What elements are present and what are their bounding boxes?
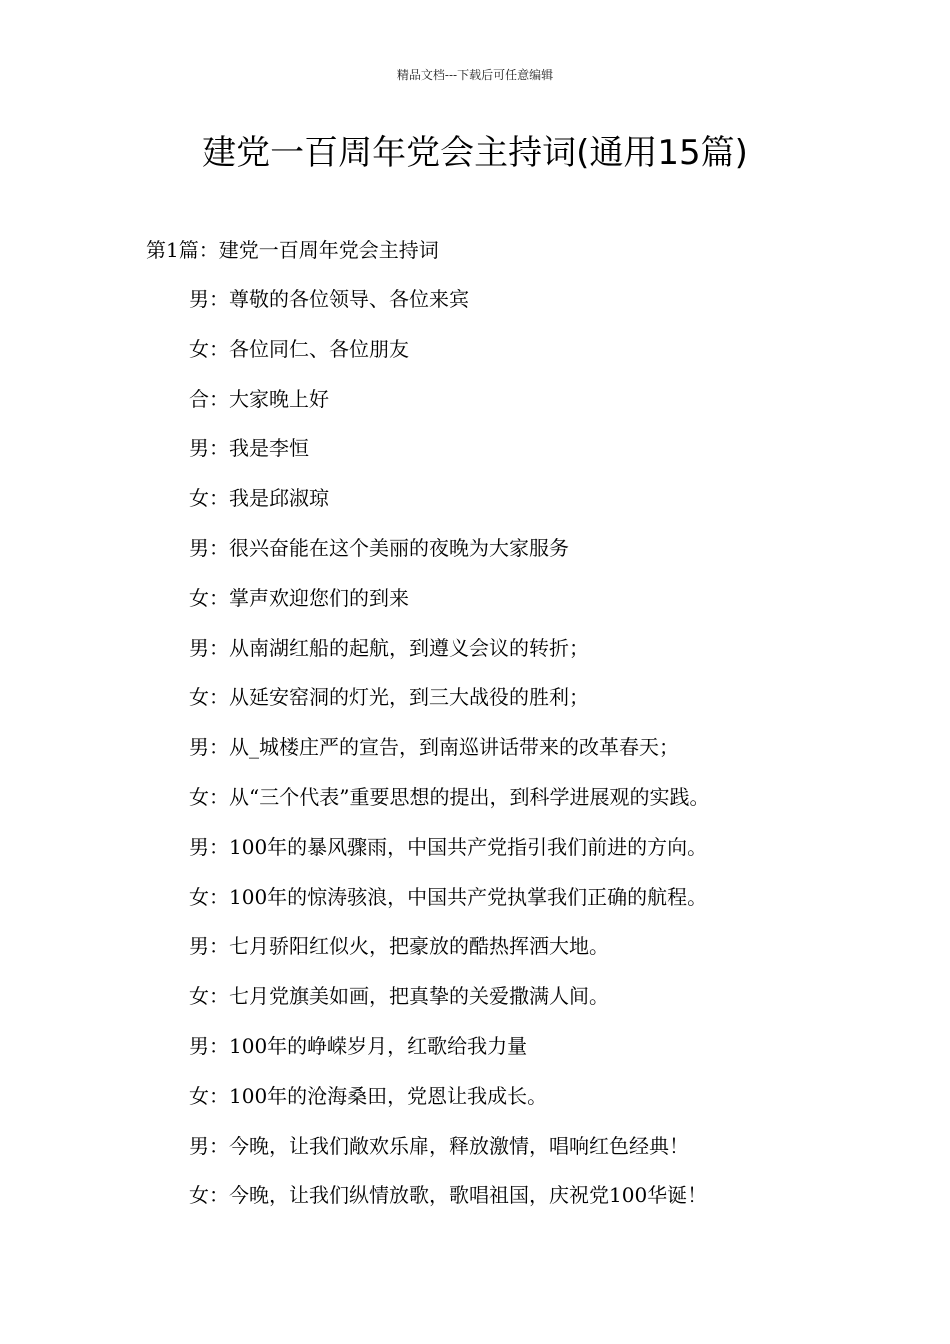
dialogue-line: 男：我是李恒: [189, 436, 309, 461]
dialogue-line: 男：尊敬的各位领导、各位来宾: [189, 287, 469, 311]
dialogue-line: 男：100年的峥嵘岁月，红歌给我力量: [189, 1033, 528, 1058]
dialogue-line: 女：从延安窑洞的灯光，到三大战役的胜利；: [189, 685, 589, 710]
dialogue-line: 女：100年的惊涛骇浪，中国共产党执掌我们正确的航程。: [189, 884, 708, 909]
dialogue-line: 女：从“三个代表”重要思想的提出，到科学进展观的实践。: [189, 784, 710, 809]
dialogue-line: 女：七月党旗美如画，把真挚的关爱撒满人间。: [189, 984, 609, 1009]
dialogue-line: 男：从_城楼庄严的宣告，到南巡讲话带来的改革春天；: [189, 735, 679, 760]
page-header: 精品文档---下载后可任意编辑: [396, 68, 554, 82]
document-title: 建党一百周年党会主持词(通用15篇): [202, 133, 748, 173]
dialogue-line: 合：大家晚上好: [189, 386, 329, 411]
dialogue-line: 男：七月骄阳红似火，把豪放的酷热挥洒大地。: [189, 934, 609, 959]
dialogue-lines: [189, 282, 709, 1228]
dialogue-line: 女：掌声欢迎您们的到来: [189, 585, 409, 610]
dialogue-line: 男：100年的暴风骤雨，中国共产党指引我们前进的方向。: [189, 834, 708, 859]
section-heading: 第1篇：建党一百周年党会主持词: [146, 238, 439, 262]
dialogue-line: 女：100年的沧海桑田，党恩让我成长。: [189, 1083, 548, 1108]
dialogue-line: 男：今晚，让我们敞欢乐扉，释放激情，唱响红色经典！: [189, 1133, 689, 1158]
dialogue-line: 男：很兴奋能在这个美丽的夜晚为大家服务: [189, 535, 569, 560]
dialogue-line: 女：我是邱淑琼: [189, 486, 329, 511]
dialogue-line: 女：各位同仁、各位朋友: [189, 336, 409, 361]
dialogue-line: 女：今晚，让我们纵情放歌，歌唱祖国，庆祝党100华诞！: [189, 1183, 708, 1208]
dialogue-line: 男：从南湖红船的起航，到遵义会议的转折；: [189, 635, 589, 660]
